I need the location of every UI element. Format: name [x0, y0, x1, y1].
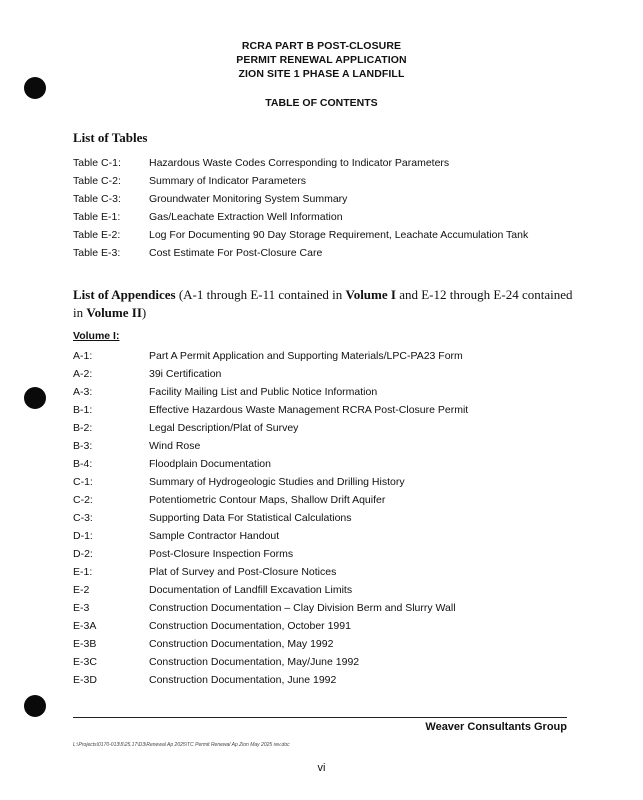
appendices-list	[73, 347, 593, 689]
entry-code: B-3:	[73, 440, 93, 452]
entry-title: Cost Estimate For Post-Closure Care	[149, 247, 323, 259]
entry-title: Legal Description/Plat of Survey	[149, 422, 299, 434]
entry-title: Part A Permit Application and Supporting Materials/LPC-PA23 Form	[149, 350, 463, 362]
entry-title: Summary of Indicator Parameters	[149, 175, 306, 187]
appendix-entry	[73, 671, 593, 689]
entry-code: B-4:	[73, 458, 93, 470]
table-entry	[73, 154, 593, 172]
note-mid: and E-12 through E-24 contained in	[73, 287, 573, 320]
appendix-entry	[73, 383, 593, 401]
entry-code: A-2:	[73, 368, 93, 380]
entry-code: C-2:	[73, 494, 93, 506]
entry-code: Table E-3:	[73, 247, 121, 259]
appendix-entry	[73, 599, 593, 617]
document-header	[0, 39, 643, 81]
entry-title: Documentation of Landfill Excavation Limits	[149, 584, 353, 596]
entry-code: Table E-1:	[73, 211, 121, 223]
header-line: RCRA PART B POST-CLOSURE	[241, 40, 402, 52]
appendix-entry	[73, 617, 593, 635]
binder-hole	[24, 387, 46, 409]
entry-code: Table C-1:	[73, 157, 121, 169]
appendix-entry	[73, 419, 593, 437]
appendix-entry	[73, 581, 593, 599]
appendix-entry	[73, 563, 593, 581]
entry-title: Effective Hazardous Waste Management RCRA Post-Closure Permit	[149, 404, 469, 416]
entry-title: Gas/Leachate Extraction Well Information	[149, 211, 343, 223]
appendix-entry	[73, 527, 593, 545]
table-entry	[73, 208, 593, 226]
header-line: ZION SITE 1 PHASE A LANDFILL	[238, 68, 405, 80]
entry-title: Construction Documentation, May 1992	[149, 638, 334, 650]
entry-code: Table C-3:	[73, 193, 121, 205]
entry-title: Potentiometric Contour Maps, Shallow Drift Aquifer	[149, 494, 386, 506]
table-entry	[73, 172, 593, 190]
entry-code: E-3B	[73, 638, 97, 650]
company-name: Weaver Consultants Group	[425, 721, 567, 733]
entry-title: Plat of Survey and Post-Closure Notices	[149, 566, 337, 578]
entry-code: E-1:	[73, 566, 93, 578]
toc-title: TABLE OF CONTENTS	[265, 97, 378, 109]
entry-title: Log For Documenting 90 Day Storage Requirement, Leachate Accumulation Tank	[149, 229, 529, 241]
note-volume-2: Volume II	[86, 305, 142, 320]
entry-title: Post-Closure Inspection Forms	[149, 548, 294, 560]
entry-title: Wind Rose	[149, 440, 201, 452]
entry-title: Construction Documentation, October 1991	[149, 620, 351, 632]
tables-list	[73, 154, 593, 262]
entry-code: D-2:	[73, 548, 93, 560]
entry-title: Summary of Hydrogeologic Studies and Drilling History	[149, 476, 405, 488]
entry-title: Sample Contractor Handout	[149, 530, 280, 542]
appendix-entry	[73, 401, 593, 419]
appendix-entry	[73, 653, 593, 671]
appendix-entry	[73, 455, 593, 473]
appendix-entry	[73, 437, 593, 455]
appendix-entry	[73, 545, 593, 563]
page-number: vi	[317, 762, 326, 774]
header-line: PERMIT RENEWAL APPLICATION	[236, 54, 407, 66]
entry-code: E-3A	[73, 620, 97, 632]
entry-code: A-3:	[73, 386, 93, 398]
entry-code: Table E-2:	[73, 229, 121, 241]
appendix-entry	[73, 635, 593, 653]
footer-divider	[73, 717, 567, 718]
binder-hole	[24, 695, 46, 717]
entry-title: Construction Documentation – Clay Division Berm and Slurry Wall	[149, 602, 456, 614]
list-of-tables-heading: List of Tables	[73, 130, 148, 145]
entry-title: Supporting Data For Statistical Calculations	[149, 512, 352, 524]
appendix-entry	[73, 347, 593, 365]
entry-code: E-3C	[73, 656, 97, 668]
note-open: (A-1 through E-11 contained in	[178, 287, 343, 302]
table-entry	[73, 244, 593, 262]
entry-title: 39i Certification	[149, 368, 222, 380]
entry-code: C-3:	[73, 512, 93, 524]
entry-title: Floodplain Documentation	[149, 458, 271, 470]
appendix-entry	[73, 491, 593, 509]
list-of-appendices-heading	[73, 286, 573, 322]
appendix-entry	[73, 473, 593, 491]
table-entry	[73, 226, 593, 244]
entry-code: B-2:	[73, 422, 93, 434]
entry-code: B-1:	[73, 404, 93, 416]
entry-title: Groundwater Monitoring System Summary	[149, 193, 348, 205]
appendix-entry	[73, 509, 593, 527]
entry-code: A-1:	[73, 350, 93, 362]
appendix-entry	[73, 365, 593, 383]
entry-title: Construction Documentation, June 1992	[149, 674, 337, 686]
entry-code: C-1:	[73, 476, 93, 488]
entry-title: Hazardous Waste Codes Corresponding to Indicator Parameters	[149, 157, 450, 169]
entry-title: Construction Documentation, May/June 1992	[149, 656, 360, 668]
table-entry	[73, 190, 593, 208]
volume-heading: Volume I:	[73, 330, 120, 342]
note-volume-1: Volume I	[345, 287, 396, 302]
file-path: L:\Projects\0170-013\5\25.17\D3\Renewal Ap 2025\TC Permit Renewal Ap Zion May 2025 rev.doc	[73, 742, 290, 748]
entry-code: E-3	[73, 602, 90, 614]
entry-code: Table C-2:	[73, 175, 121, 187]
appendices-heading-text: List of Appendices	[73, 287, 176, 302]
entry-code: D-1:	[73, 530, 93, 542]
entry-title: Facility Mailing List and Public Notice Information	[149, 386, 378, 398]
entry-code: E-2	[73, 584, 90, 596]
entry-code: E-3D	[73, 674, 97, 686]
note-close: )	[141, 305, 147, 320]
